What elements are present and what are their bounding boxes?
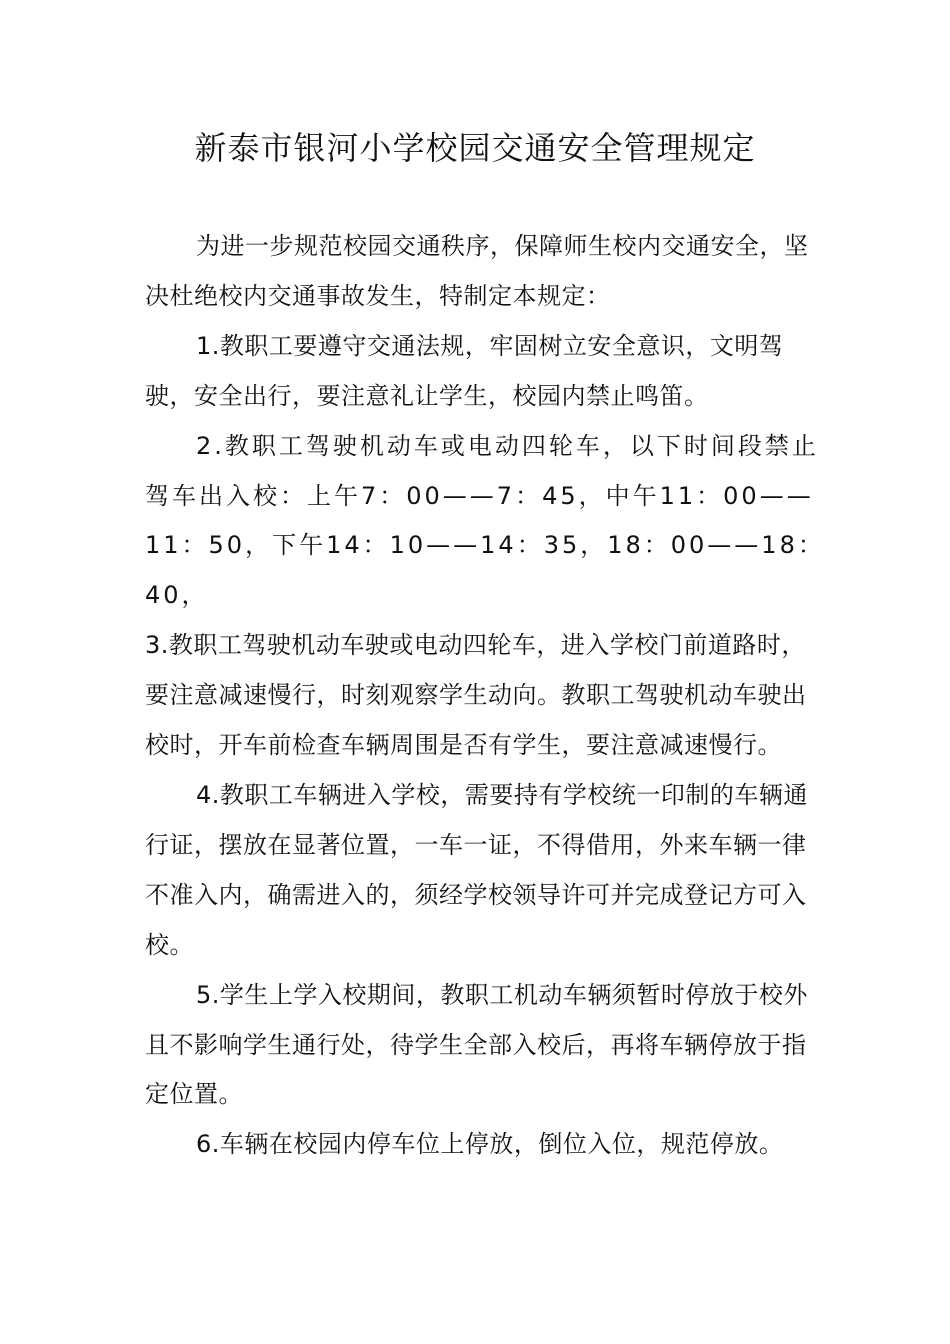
- rule-item-3: 3.教职工驾驶机动车驶或电动四轮车，进入学校门前道路时，要注意减速慢行，时刻观察学生动向。教职工驾驶机动车驶出校时，开车前检查车辆周围是否有学生，要注意减速慢行。: [145, 631, 807, 760]
- rule-item-5: 5.学生上学入校期间，教职工机动车辆须暂时停放于校外且不影响学生通行处，待学生全部入校后，再将车辆停放于指定位置。: [145, 980, 808, 1109]
- document-body: [145, 222, 825, 1170]
- intro-paragraph: 为进一步规范校园交通秩序，保障师生校内交通安全，坚决杜绝校内交通事故发生，特制定本规定：: [145, 232, 809, 310]
- rule-item-1: 1.教职工要遵守交通法规，牢固树立安全意识，文明驾驶，安全出行，要注意礼让学生，校园内禁止鸣笛。: [145, 331, 784, 410]
- rule-item-2: 2.教职工驾驶机动车或电动四轮车，以下时间段禁止驾车出入校：上午7：00——7：45，中午11：00——11：50，下午14：10——14：35，18：00——18：40，: [145, 431, 825, 610]
- document-title: 新泰市银河小学校园交通安全管理规定: [194, 129, 756, 167]
- rule-item-4: 4.教职工车辆进入学校，需要持有学校统一印制的车辆通行证，摆放在显著位置，一车一证，不得借用，外来车辆一律不准入内，确需进入的，须经学校领导许可并完成登记方可入校。: [145, 780, 808, 959]
- rule-item-6: 6.车辆在校园内停车位上停放，倒位入位，规范停放。: [196, 1130, 784, 1159]
